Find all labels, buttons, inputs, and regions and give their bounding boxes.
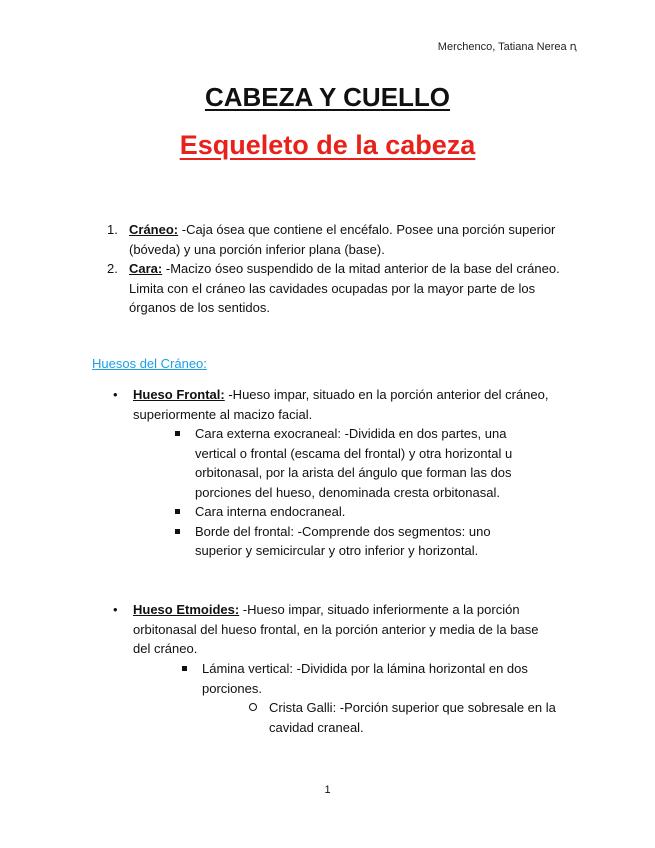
subitem-lamina-vertical bbox=[182, 659, 552, 698]
list-item-craneo bbox=[107, 220, 569, 259]
etmoides-block bbox=[113, 600, 553, 659]
frontal-subitems bbox=[175, 424, 533, 561]
term-craneo: Cráneo: bbox=[129, 222, 179, 237]
subitem-text: Borde del frontal: -Comprende dos segmentos: uno superior y semicircular y otro inferior y horizontal. bbox=[195, 523, 491, 558]
term-cara: Cara: bbox=[129, 261, 163, 276]
definition-frontal: -Hueso impar, situado en la porción anterior del cráneo, superiormente al macizo facial. bbox=[133, 387, 549, 422]
square-bullet-icon bbox=[175, 529, 180, 534]
definition-cara: -Macizo óseo suspendido de la mitad anterior de la base del cráneo. Limita con el cráneo las cavidades ocupadas por la mayor parte de los órganos de los sentidos. bbox=[129, 261, 560, 315]
circle-bullet-icon bbox=[249, 703, 257, 711]
subitem-text: Cara interna endocraneal. bbox=[195, 504, 346, 519]
page-number: 1 bbox=[324, 784, 331, 796]
definition-craneo: -Caja ósea que contiene el encéfalo. Posee una porción superior (bóveda) y una porción inferior plana (base). bbox=[129, 222, 556, 257]
subitem-cara-interna bbox=[175, 502, 533, 522]
bullet-frontal bbox=[113, 385, 553, 424]
square-bullet-icon bbox=[182, 666, 187, 671]
section-heading: Huesos del Cráneo: bbox=[92, 356, 207, 371]
square-bullet-icon bbox=[175, 431, 180, 436]
subitem-text: Lámina vertical: -Dividida por la lámina horizontal en dos porciones. bbox=[202, 661, 528, 696]
list-number: 1. bbox=[107, 222, 118, 237]
page-subtitle: Esqueleto de la cabeza bbox=[179, 130, 476, 160]
subitem-borde bbox=[175, 522, 533, 561]
header-author: Merchenco, Tatiana Nerea ꞑ bbox=[437, 41, 577, 53]
bullet-icon: • bbox=[113, 602, 118, 617]
subitem-text: Cara externa exocraneal: -Dividida en dos partes, una vertical o frontal (escama del frontal) y otra horizontal u orbitonasal, por la arista del ángulo que forman las dos porciones del hueso, denominada cresta orbitonasal. bbox=[195, 426, 513, 500]
frontal-block bbox=[113, 385, 553, 424]
subitem-crista-galli bbox=[249, 698, 559, 737]
list-number: 2. bbox=[107, 261, 118, 276]
term-frontal: Hueso Frontal: bbox=[133, 387, 225, 402]
subitem-text: Crista Galli: -Porción superior que sobresale en la cavidad craneal. bbox=[269, 700, 556, 735]
bullet-icon: • bbox=[113, 387, 118, 402]
list-item-cara bbox=[107, 259, 569, 318]
subitem-cara-externa bbox=[175, 424, 533, 502]
square-bullet-icon bbox=[175, 509, 180, 514]
bullet-etmoides bbox=[113, 600, 553, 659]
etmoides-subitems bbox=[182, 659, 552, 698]
definition-etmoides: -Hueso impar, situado inferiormente a la porción orbitonasal del hueso frontal, en la porción anterior y media de la base del cráneo. bbox=[133, 602, 539, 656]
numbered-list bbox=[107, 220, 569, 318]
etmoides-subsubitems bbox=[249, 698, 559, 737]
page-title: CABEZA Y CUELLO bbox=[204, 82, 451, 112]
term-etmoides: Hueso Etmoides: bbox=[133, 602, 240, 617]
